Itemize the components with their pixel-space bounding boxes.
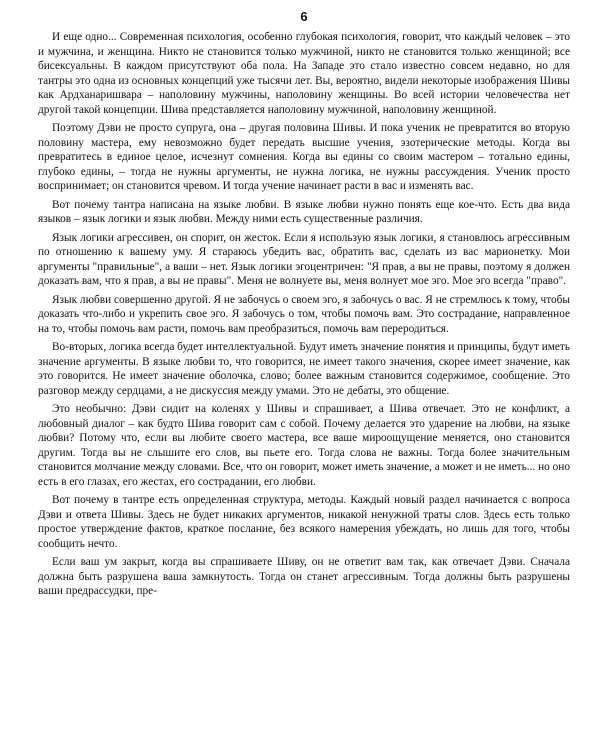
paragraph-8: Вот почему в тантре есть определенная структура, методы. Каждый новый раздел начинается с вопроса Дэви и ответа Шивы. Здесь не будет никаких аргументов, никакой ненужной траты слов. Здесь есть только простое утверждение фактов, краткое послание, без всякого намерения убеждать, но лишь для того, чтобы сообщить нечто.	[38, 494, 570, 550]
page-number: 6	[300, 9, 308, 24]
paragraph-7: Это необычно: Дэви сидит на коленях у Шивы и спрашивает, а Шива отвечает. Это не конфликт, а любовный диалог – как будто Шива говорит сам с собой. Почему делается это ударение на любви, на языке любви? Потому что, если вы любите своего мастера, все ваше мироощущение меняется, оно становится другим. Тогда вы не слышите его слов, вы пьете его. Тогда слова не важны. Тогда более значительным становится молчание между словами. Все, что он говорит, может иметь значение, а может и не иметь... но оно есть в его глазах, его жестах, его сострадании, его любви.	[38, 403, 570, 488]
paragraph-5: Язык любви совершенно другой. Я не забочусь о своем эго, я забочусь о вас. Я не стремлюсь к тому, чтобы доказать что-либо и укрепить свое эго. Я забочусь о том, чтобы помочь вам. Это сострадание, направленное на то, чтобы помочь вам расти, помочь вам преобразиться, помочь вам переродиться.	[38, 293, 570, 335]
paragraph-9: Если ваш ум закрыт, когда вы спрашиваете Шиву, он не ответит вам так, как отвечает Дэви. Сначала должна быть разрушена ваша замкнутость. Тогда он станет агрессивным. Тогда должны быть разрушены ваши предрассудки, пре-	[38, 556, 570, 597]
paragraph-1: И еще одно... Современная психология, особенно глубокая психология, говорит, что каждый человек – это и мужчина, и женщина. Никто не становится только мужчиной, никто не становится только женщиной; все бисексуальны. В каждом присутствуют оба пола. На Западе это стало известно совсем недавно, но для тантры это одна из основных концепций уже тысячи лет. Вы, вероятно, видели некоторые изображения Шивы как Ардханаришвара – наполовину мужчины, наполовину женщины. Во всей истории человечества нет другой такой концепции. Шива представляется наполовину мужчиной, наполовину женщиной.	[38, 31, 570, 116]
paragraph-2: Поэтому Дэви не просто супруга, она – другая половина Шивы. И пока ученик не превратится во вторую половину мастера, ему невозможно будет передать высшие учения, эзотерические методы. Когда вы превратитесь в единое целое, исчезнут сомнения. Когда вы едины со своим мастером – тотально едины, глубоко едины, – тогда не нужны аргументы, не нужна логика, не нужны рассуждения. Ученик просто воспринимает; он становится чревом. И тогда учение начинает расти в вас и изменять вас.	[38, 122, 570, 192]
paragraph-6: Во-вторых, логика всегда будет интеллектуальной. Будут иметь значение понятия и принципы, будут иметь значение аргументы. В языке любви то, что говорится, не имеет такого значения, скорее имеет значение, как это говорится. Не имеет значение оболочка, слово; более важным становится содержимое, сообщение. Это разговор между сердцами, а не дискуссия между умами. Это не дебаты, это общение.	[38, 341, 571, 397]
paragraph-3: Вот почему тантра написана на языке любви. В языке любви нужно понять еще кое-что. Есть два вида языков – язык логики и язык любви. Между ними есть существенные различия.	[38, 198, 570, 225]
document-page	[38, 10, 570, 745]
paragraph-4: Язык логики агрессивен, он спорит, он жесток. Если я использую язык логики, я становлюсь агрессивным по отношению к вашему уму. Я стараюсь убедить вас, обратить вас, сделать из вас марионетку. Мои аргументы "правильные", а ваши – нет. Язык логики эгоцентричен: "Я прав, а вы не правы, поэтому я должен доказать вам, что я прав, а вы не правы". Меня не волнуете вы, меня волнует мое эго. Мое эго всегда "право".	[38, 231, 570, 287]
